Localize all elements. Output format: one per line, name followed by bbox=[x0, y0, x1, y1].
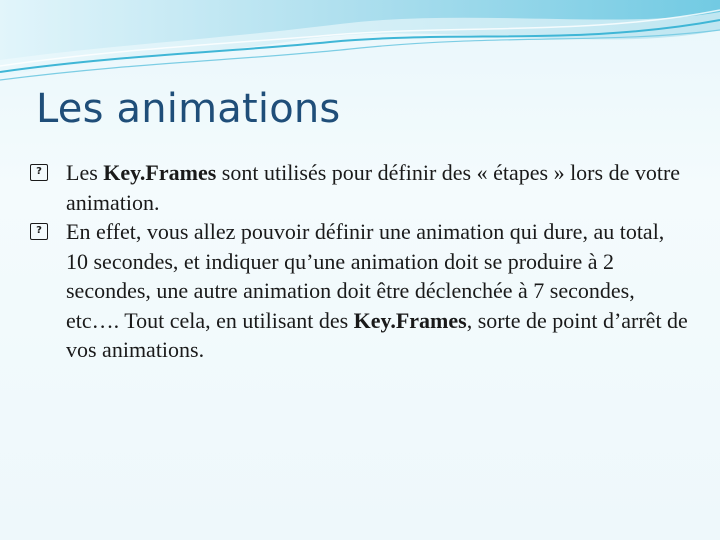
bullet-text-after: , sorte de point d’arrêt de vos animations. bbox=[66, 307, 688, 362]
header-wave-decoration bbox=[0, 0, 720, 90]
missing-glyph-box-icon: ? bbox=[30, 223, 48, 240]
bullet-text-before: Les bbox=[66, 160, 104, 185]
bullet-bold-term: Key.Frames bbox=[353, 307, 467, 333]
bullet-text-after: sont utilisés pour définir des « étapes » lors de votre animation. bbox=[66, 160, 681, 215]
slide-title: Les animations bbox=[36, 86, 341, 132]
bullet-item bbox=[30, 158, 690, 217]
bullet-list bbox=[30, 158, 690, 365]
bullet-text-before: En effet, vous allez pouvoir définir une animation qui dure, au total, 10 secondes, et indiquer qu’une animation doit se produire à 2 secondes, une autre animation doit être déclenchée à 7 secondes, etc…. Tout cela, en utilisant des bbox=[66, 219, 665, 333]
bullet-item bbox=[30, 217, 690, 365]
missing-glyph-box-icon: ? bbox=[30, 164, 48, 181]
bullet-bold-term: Key.Frames bbox=[103, 160, 217, 185]
